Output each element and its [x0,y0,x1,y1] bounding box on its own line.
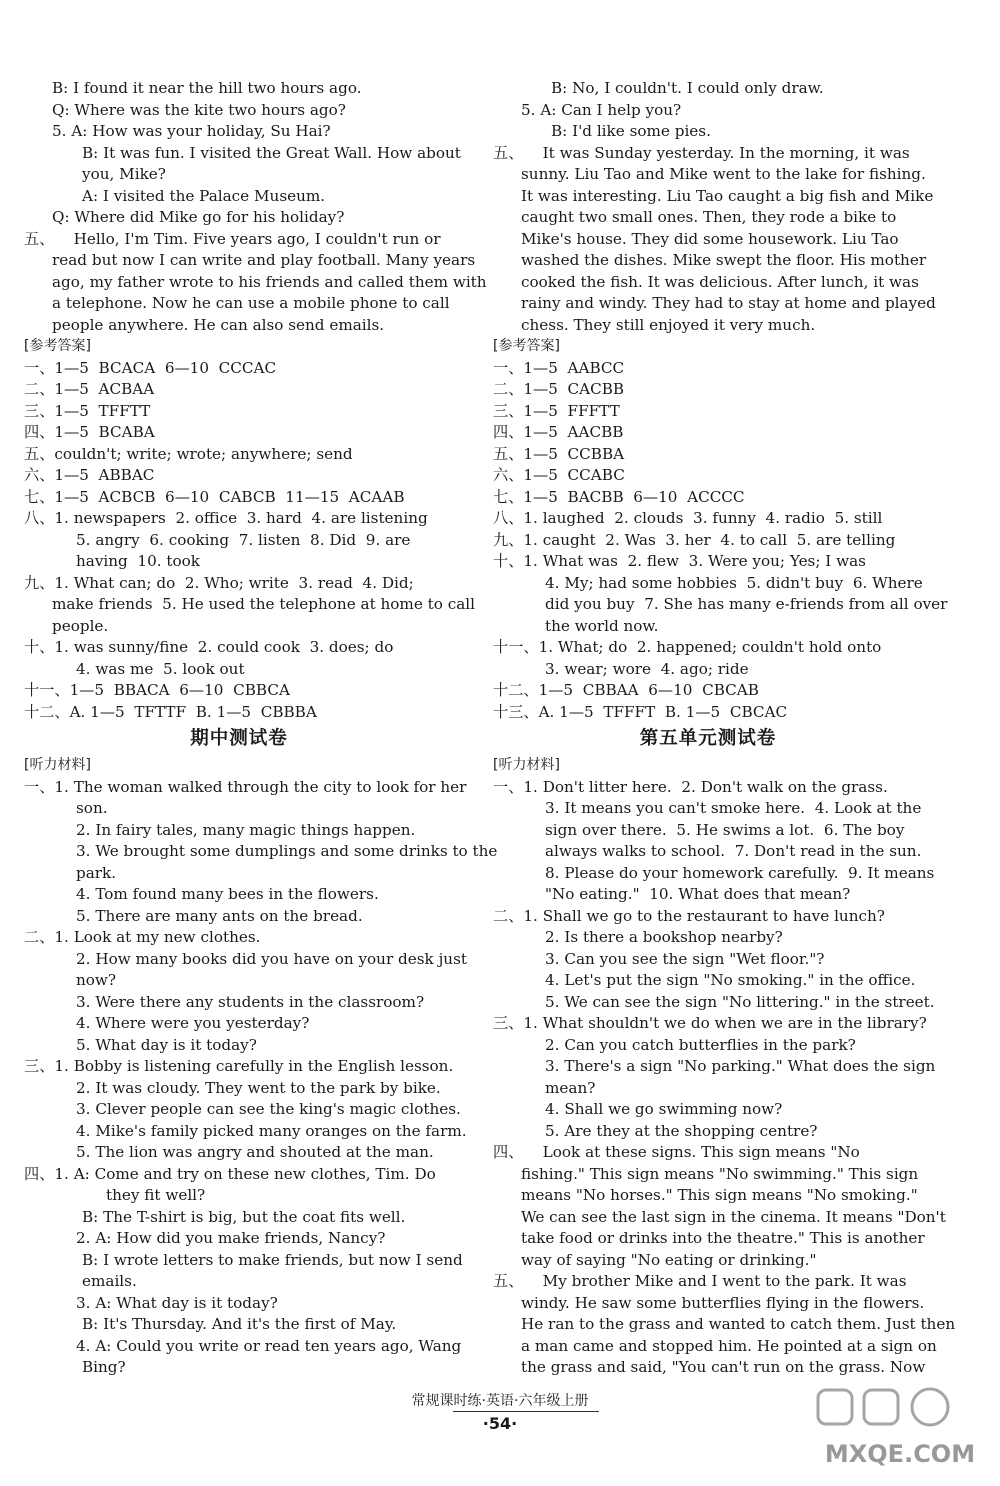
left-text-line: people anywhere. He can also send emails. [52,315,385,334]
left-section-label: [听力材料] [24,757,91,773]
left-text-line: 五、couldn't; write; wrote; anywhere; send [24,444,353,463]
left-text-line: read but now I can write and play football. Many years [52,251,476,269]
left-text-line: make friends 5. He used the telephone at home to call [52,595,476,613]
left-text-line: 5. angry 6. cooking 7. listen 8. Did 9. are [76,530,411,549]
left-text-line: 3. A: What day is it today? [76,1293,278,1312]
left-text-line: 四、1—5 BCABA [24,423,155,441]
right-text-line: rainy and windy. They had to stay at home and played [521,294,936,312]
left-text-line: park. [76,863,117,882]
left-text-line: 3. Were there any students in the classroom? [76,992,425,1011]
right-text-line: We can see the last sign in the cinema. It means "Don't [521,1207,946,1226]
right-column [493,78,956,1379]
left-text-line: 2. A: How did you make friends, Nancy? [76,1229,386,1247]
right-text-line: 4. Shall we go swimming now? [545,1100,783,1118]
watermark-logo [790,1382,990,1482]
right-text-line: It was interesting. Liu Tao caught a big fish and Mike [521,186,934,205]
right-text-line: 5. Are they at the shopping centre? [545,1121,818,1140]
left-text-line: 六、1—5 ABBAC [24,466,155,484]
right-text-line: 8. Please do your homework carefully. 9. It means [545,863,935,882]
right-text-line: 一、1—5 AABCC [493,358,625,377]
left-text-line: 十二、A. 1—5 TFTTF B. 1—5 CBBBA [24,702,317,721]
left-section-label: [参考答案] [24,338,91,354]
right-text-line: 四、1—5 AACBB [493,423,624,441]
left-text-line: 三、1—5 TFFTT [24,401,151,420]
left-text-line: now? [76,971,117,989]
left-text-line: 5. There are many ants on the bread. [76,906,363,925]
left-text-line: 二、1—5 ACBAA [24,380,155,398]
right-text-line: the world now. [545,616,659,635]
right-text-line: 5. A: Can I help you? [521,100,682,119]
left-text-line: 4. Mike's family picked many oranges on the farm. [76,1121,467,1140]
right-text-line: 5. We can see the sign "No littering." in the street. [545,992,935,1011]
right-text-line: the grass and said, "You can't run on the grass. Now [521,1358,926,1376]
right-text-line: 五、1—5 CCBBA [493,444,625,463]
left-text-line: 一、1. The woman walked through the city to look for her [24,777,467,796]
right-text-line: caught two small ones. Then, they rode a bike to [521,208,897,226]
right-text-line: take food or drinks into the theatre." This is another [521,1229,925,1247]
right-text-line: 二、1. Shall we go to the restaurant to have lunch? [493,906,885,925]
right-text-line: way of saying "No eating or drinking." [521,1250,817,1269]
left-text-line: having 10. took [76,552,201,570]
right-text-line: 三、1—5 FFFTT [493,401,620,420]
right-text-line: 3. wear; wore 4. ago; ride [545,659,749,678]
left-text-line: B: I wrote letters to make friends, but now I send [82,1250,463,1269]
right-text-line: 3. There's a sign "No parking." What does the sign [545,1057,936,1075]
right-text-line: 八、1. laughed 2. clouds 3. funny 4. radio 5. still [493,509,883,527]
left-text-line: people. [52,616,109,635]
left-text-line: 十一、1—5 BBACA 6—10 CBBCA [24,681,290,699]
left-text-line: emails. [82,1272,137,1290]
right-section-label: [听力材料] [493,757,560,773]
right-text-line: sign over there. 5. He swims a lot. 6. The boy [545,820,905,839]
right-text-line: 一、1. Don't litter here. 2. Don't walk on the grass. [493,777,888,796]
left-column [24,78,498,1379]
left-text-line: 4. Where were you yesterday? [76,1014,310,1032]
left-text-line: son. [76,799,108,817]
footer-title: 常规课时练·英语·六年级上册 [411,1393,589,1409]
right-text-line: 五、 My brother Mike and I went to the park. It was [493,1272,907,1290]
left-text-line: 十、1. was sunny/fine 2. could cook 3. does; do [24,638,394,656]
left-text-line: 5. A: How was your holiday, Su Hai? [52,122,331,140]
right-text-line: 七、1—5 BACBB 6—10 ACCCC [493,487,745,506]
right-text-line: "No eating." 10. What does that mean? [545,885,851,903]
right-text-line: 五、 It was Sunday yesterday. In the morning, it was [493,143,910,162]
left-text-line: 五、 Hello, I'm Tim. Five years ago, I couldn't run or [24,229,441,248]
left-text-line: 一、1—5 BCACA 6—10 CCCAC [24,358,277,377]
left-text-line: 八、1. newspapers 2. office 3. hard 4. are listening [24,509,428,527]
right-text-line: 3. Can you see the sign "Wet floor."? [545,949,825,968]
right-text-line: 十一、1. What; do 2. happened; couldn't hold onto [493,638,882,656]
left-text-line: a telephone. Now he can use a mobile phone to call [52,294,450,312]
right-text-line: 二、1—5 CACBB [493,380,625,398]
left-text-line: A: I visited the Palace Museum. [82,186,326,205]
left-text-line: 2. It was cloudy. They went to the park by bike. [76,1078,441,1097]
left-text-line: 四、1. A: Come and try on these new clothes, Tim. Do [24,1164,436,1183]
right-text-line: fishing." This sign means "No swimming." This sign [521,1164,919,1183]
right-text-line: a man came and stopped him. He pointed at a sign on [521,1336,937,1355]
right-text-line: 十、1. What was 2. flew 3. Were you; Yes; I was [493,552,866,570]
left-text-line: ago, my father wrote to his friends and called them with [52,272,487,291]
right-text-line: 三、1. What shouldn't we do when we are in the library? [493,1014,927,1032]
right-text-line: 四、 Look at these signs. This sign means "No [493,1143,860,1161]
right-section-label: [参考答案] [493,338,560,354]
right-text-line: means "No horses." This sign means "No smoking." [521,1186,918,1204]
left-text-line: 九、1. What can; do 2. Who; write 3. read 4. Did; [24,573,414,592]
right-text-line: mean? [545,1078,596,1097]
left-section-title: 期中测试卷 [190,728,288,749]
right-text-line: 十三、A. 1—5 TFFFT B. 1—5 CBCAC [493,702,788,721]
left-text-line: 5. What day is it today? [76,1035,257,1054]
right-section-title: 第五单元测试卷 [639,728,777,749]
right-text-line: He ran to the grass and wanted to catch them. Just then [521,1315,956,1333]
left-text-line: 2. In fairy tales, many magic things happen. [76,820,416,839]
left-text-line: you, Mike? [82,165,166,183]
page-number: ·54· [482,1414,518,1433]
right-text-line: always walks to school. 7. Don't read in the sun. [545,842,922,860]
left-text-line: 5. The lion was angry and shouted at the man. [76,1143,434,1161]
right-text-line: B: No, I couldn't. I could only draw. [551,79,824,97]
right-text-line: B: I'd like some pies. [551,122,711,140]
svg-text:MXQE.COM: MXQE.COM [824,1440,976,1468]
right-text-line: did you buy 7. She has many e-friends from all over [545,595,948,613]
left-text-line: 七、1—5 ACBCB 6—10 CABCB 11—15 ACAAB [24,487,405,506]
right-text-line: windy. He saw some butterflies flying in the flowers. [521,1293,925,1312]
right-text-line: chess. They still enjoyed it very much. [521,315,816,334]
left-text-line: 二、1. Look at my new clothes. [24,928,261,946]
left-text-line: 三、1. Bobby is listening carefully in the English lesson. [24,1057,454,1075]
left-text-line: 2. How many books did you have on your desk just [76,949,467,968]
right-text-line: Mike's house. They did some housework. Liu Tao [521,229,899,248]
right-text-line: 十二、1—5 CBBAA 6—10 CBCAB [493,681,759,699]
left-text-line: 4. was me 5. look out [76,659,245,678]
right-text-line: 3. It means you can't smoke here. 4. Look at the [545,799,922,817]
left-text-line: B: It was fun. I visited the Great Wall. How about [82,143,461,162]
left-text-line: 4. Tom found many bees in the flowers. [76,885,379,903]
left-text-line: B: It's Thursday. And it's the first of May. [82,1315,397,1333]
left-text-line: 3. Clever people can see the king's magic clothes. [76,1100,461,1118]
left-text-line: Q: Where was the kite two hours ago? [52,100,346,119]
left-text-line: B: The T-shirt is big, but the coat fits well. [82,1207,406,1226]
right-text-line: 2. Is there a bookshop nearby? [545,928,783,946]
right-text-line: 4. My; had some hobbies 5. didn't buy 6. Where [545,573,923,592]
right-text-line: sunny. Liu Tao and Mike went to the lake for fishing. [521,165,926,183]
left-text-line: 4. A: Could you write or read ten years ago, Wang [76,1336,462,1355]
right-text-line: 2. Can you catch butterflies in the park? [545,1035,856,1054]
left-text-line: 3. We brought some dumplings and some drinks to the [76,842,498,860]
right-text-line: washed the dishes. Mike swept the floor. His mother [521,251,927,269]
left-text-line: Q: Where did Mike go for his holiday? [52,208,345,226]
right-text-line: 六、1—5 CCABC [493,466,625,484]
right-text-line: 4. Let's put the sign "No smoking." in the office. [545,971,916,989]
left-text-line: they fit well? [106,1186,206,1204]
right-text-line: 九、1. caught 2. Was 3. her 4. to call 5. are telling [493,530,896,549]
right-text-line: cooked the fish. It was delicious. After lunch, it was [521,272,919,291]
left-text-line: B: I found it near the hill two hours ago. [52,79,362,97]
footer-divider [453,1411,599,1412]
left-text-line: Bing? [82,1358,126,1376]
